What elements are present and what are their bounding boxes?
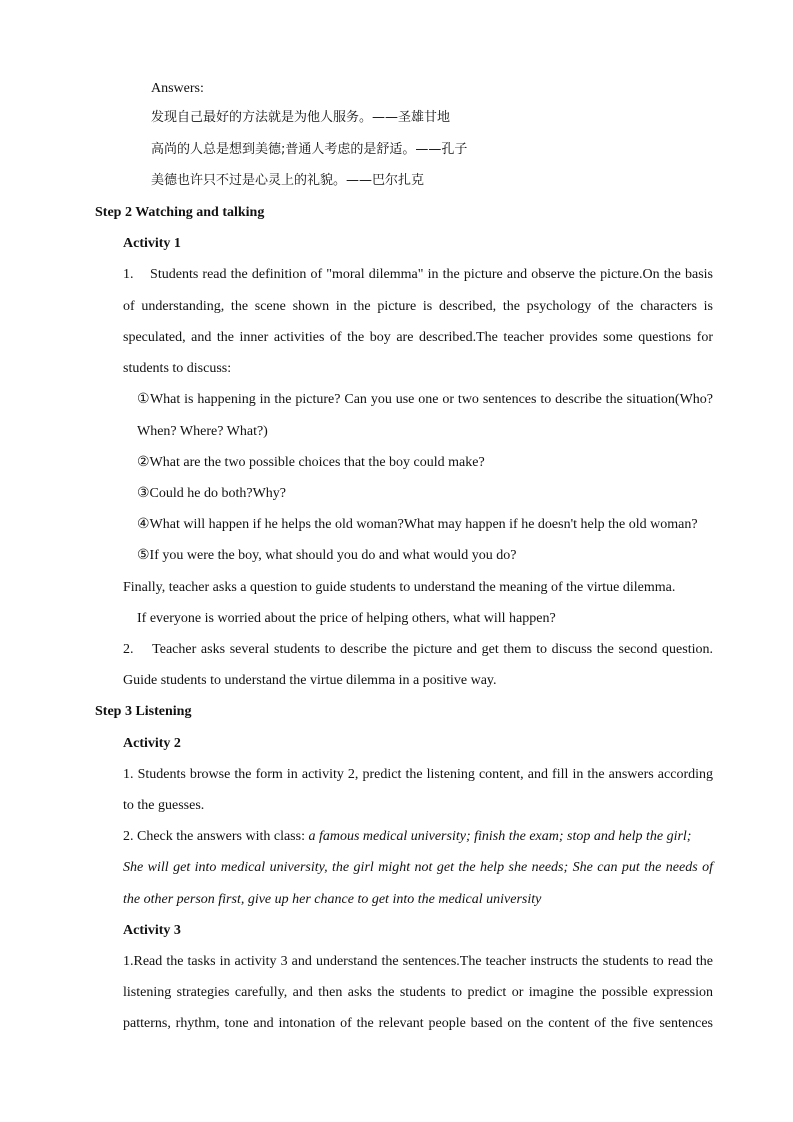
- question-5: ⑤If you were the boy, what should you do and what would you do?: [137, 548, 517, 563]
- guide-question: If everyone is worried about the price of helping others, what will happen?: [137, 611, 556, 626]
- activity2-answers-part2: She will get into medical university, the girl might not get the help she needs; She can put the needs of: [123, 860, 713, 875]
- answers-label: Answers:: [151, 81, 204, 96]
- activity1-item1-line2: of understanding, the scene shown in the picture is described, the psychology of the characters is: [123, 299, 713, 314]
- finally-text: Finally, teacher asks a question to guide students to understand the meaning of the virtue dilemma.: [123, 580, 676, 595]
- activity1-item2-line1: 2. Teacher asks several students to describe the picture and get them to discuss the second question.: [123, 642, 713, 657]
- activity1-item1-line4: students to discuss:: [123, 361, 232, 376]
- activity1-item1-line3: speculated, and the inner activities of the boy are described.The teacher provides some questions for: [123, 330, 713, 345]
- question-2: ②What are the two possible choices that the boy could make?: [137, 455, 485, 470]
- activity2-item2-line1: [123, 828, 691, 846]
- quote-confucius: 高尚的人总是想到美德;普通人考虑的是舒适。——孔子: [151, 142, 468, 157]
- activity2-item2-prefix: 2. Check the answers with class:: [123, 829, 309, 844]
- activity2-answers-part1: a famous medical university; finish the exam; stop and help the girl;: [308, 829, 692, 844]
- activity1-item1-line1: 1. Students read the definition of "moral dilemma" in the picture and observe the picture.On the basis: [123, 267, 713, 282]
- activity2-answers-part3: the other person first, give up her chance to get into the medical university: [123, 892, 542, 907]
- question-1-line2: When? Where? What?): [137, 424, 268, 439]
- question-4: ④What will happen if he helps the old woman?What may happen if he doesn't help the old woman?: [137, 517, 698, 532]
- activity3-item1-line3: patterns, rhythm, tone and intonation of the relevant people based on the content of the five sentences: [123, 1016, 713, 1031]
- activity3-heading: Activity 3: [123, 923, 181, 938]
- activity2-item1-line2: to the guesses.: [123, 798, 205, 813]
- activity3-item1-line1: 1.Read the tasks in activity 3 and understand the sentences.The teacher instructs the students to read the: [123, 954, 713, 969]
- quote-balzac: 美德也许只不过是心灵上的礼貌。——巴尔扎克: [151, 173, 425, 188]
- step3-heading: Step 3 Listening: [95, 704, 192, 719]
- question-3: ③Could he do both?Why?: [137, 486, 287, 501]
- step2-heading: Step 2 Watching and talking: [95, 205, 265, 220]
- activity1-item2-line2: Guide students to understand the virtue dilemma in a positive way.: [123, 673, 497, 688]
- question-1-line1: ①What is happening in the picture? Can you use one or two sentences to describe the situation(Who?: [137, 392, 713, 407]
- activity3-item1-line2: listening strategies carefully, and then asks the students to predict or imagine the possible expression: [123, 985, 713, 1000]
- activity2-item1-line1: 1. Students browse the form in activity 2, predict the listening content, and fill in the answers according: [123, 767, 713, 782]
- quote-gandhi: 发现自己最好的方法就是为他人服务。——圣雄甘地: [151, 110, 451, 125]
- activity2-heading: Activity 2: [123, 736, 181, 751]
- activity1-heading: Activity 1: [123, 236, 181, 251]
